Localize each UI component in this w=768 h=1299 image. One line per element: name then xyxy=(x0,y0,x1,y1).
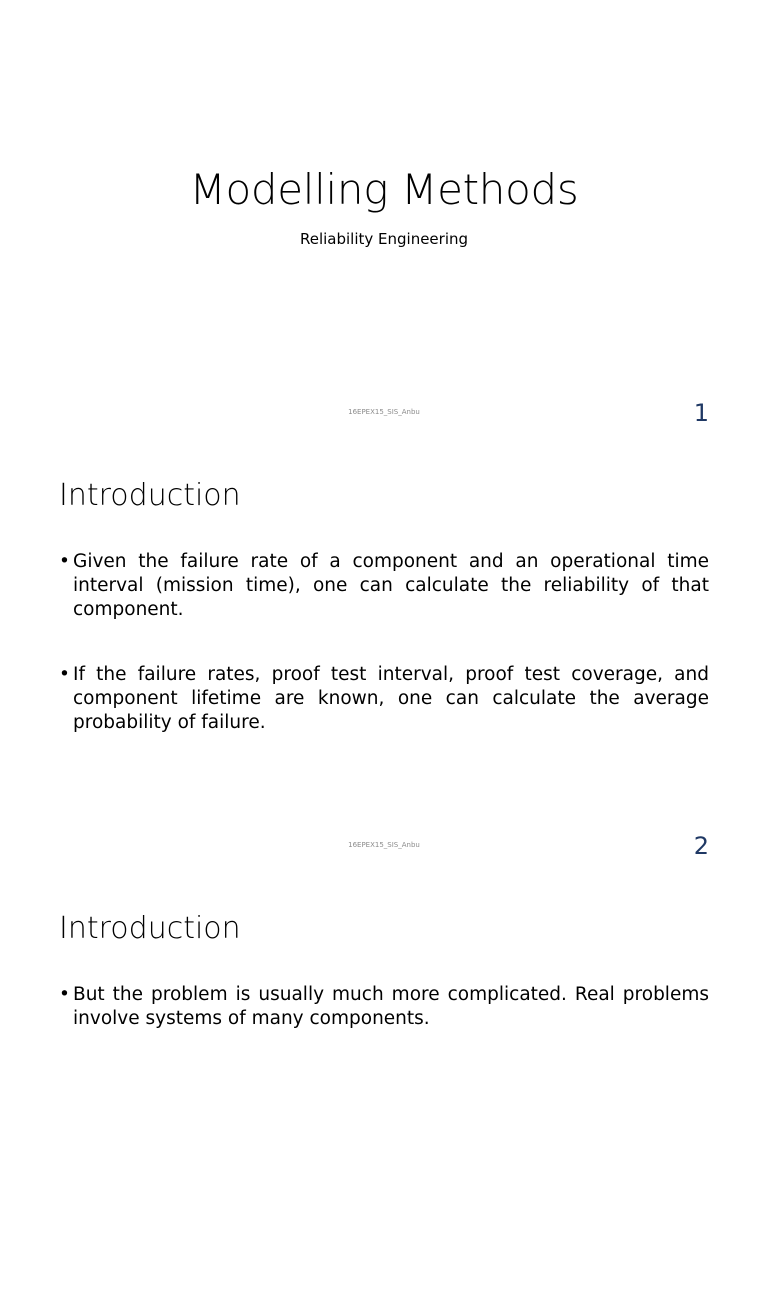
bullet-item xyxy=(59,663,709,735)
slide-title: Modelling Methods xyxy=(189,165,579,214)
bullet-text: If the failure rates, proof test interval, proof test coverage, and component lifetime are known, one can calculate the average probability of failure. xyxy=(73,664,709,733)
slide-subtitle: Reliability Engineering xyxy=(299,230,469,248)
slide-2 xyxy=(0,433,768,866)
bullet-item xyxy=(59,550,709,622)
bullet-icon: • xyxy=(59,551,70,572)
slide-1 xyxy=(0,0,768,433)
slide-title: Introduction xyxy=(59,478,241,513)
slide-footer: 16EPEX15_SIS_Anbu xyxy=(348,408,420,416)
bullet-text: But the problem is usually much more complicated. Real problems involve systems of many components. xyxy=(73,984,709,1029)
bullet-list xyxy=(59,550,709,735)
bullet-text: Given the failure rate of a component and an operational time interval (mission time), one can calculate the reliability of that component. xyxy=(73,551,709,620)
bullet-icon: • xyxy=(59,664,70,685)
slide-footer: 16EPEX15_SIS_Anbu xyxy=(348,841,420,849)
slide-number: 2 xyxy=(693,832,709,860)
slide-title: Introduction xyxy=(59,911,241,946)
slide-number: 1 xyxy=(693,399,709,427)
bullet-icon: • xyxy=(59,984,70,1005)
slide-3 xyxy=(0,866,768,1299)
